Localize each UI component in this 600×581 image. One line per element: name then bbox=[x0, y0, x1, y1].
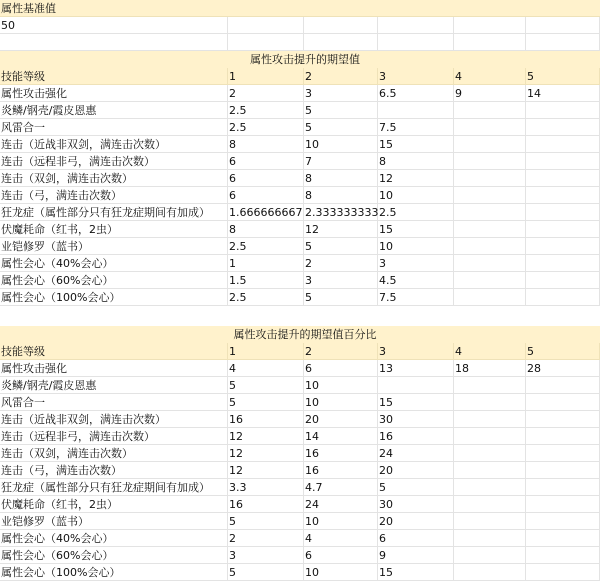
empty-cell[interactable] bbox=[454, 34, 526, 51]
value-cell[interactable]: 15 bbox=[378, 564, 454, 581]
value-cell[interactable]: 4 bbox=[304, 530, 378, 547]
header-cell[interactable]: 2 bbox=[304, 68, 378, 85]
value-cell[interactable] bbox=[454, 204, 526, 221]
value-cell[interactable] bbox=[454, 445, 526, 462]
value-cell[interactable]: 12 bbox=[378, 170, 454, 187]
row-label-cell[interactable]: 属性会心（100%会心） bbox=[0, 564, 228, 581]
value-cell[interactable] bbox=[526, 445, 600, 462]
row-label-cell[interactable]: 炎鳞/钢壳/霞皮恩惠 bbox=[0, 102, 228, 119]
empty-cell[interactable] bbox=[378, 17, 454, 34]
value-cell[interactable]: 6 bbox=[304, 360, 378, 377]
value-cell[interactable]: 3.3 bbox=[228, 479, 304, 496]
table-row bbox=[0, 255, 600, 272]
value-cell[interactable]: 7.5 bbox=[378, 119, 454, 136]
value-cell[interactable]: 8 bbox=[228, 136, 304, 153]
value-cell[interactable]: 10 bbox=[378, 187, 454, 204]
value-cell[interactable]: 7 bbox=[304, 153, 378, 170]
value-cell[interactable]: 2 bbox=[304, 255, 378, 272]
value-cell[interactable]: 4.5 bbox=[378, 272, 454, 289]
value-cell[interactable] bbox=[378, 102, 454, 119]
value-cell[interactable]: 8 bbox=[304, 187, 378, 204]
table-row bbox=[0, 394, 600, 411]
empty-cell[interactable] bbox=[0, 34, 228, 51]
value-cell[interactable]: 16 bbox=[228, 496, 304, 513]
value-cell[interactable]: 12 bbox=[228, 428, 304, 445]
row-label-cell[interactable]: 风雷合一 bbox=[0, 394, 228, 411]
value-cell[interactable]: 24 bbox=[304, 496, 378, 513]
table-row bbox=[0, 153, 600, 170]
value-cell[interactable]: 10 bbox=[304, 377, 378, 394]
value-cell[interactable]: 2.5 bbox=[228, 289, 304, 306]
value-cell[interactable] bbox=[526, 153, 600, 170]
table-row bbox=[0, 530, 600, 547]
empty-cell[interactable] bbox=[228, 17, 304, 34]
section1-table bbox=[0, 68, 600, 306]
table-row bbox=[0, 187, 600, 204]
row-label-cell[interactable]: 伏魔耗命（红书，2虫） bbox=[0, 496, 228, 513]
value-cell[interactable]: 1.5 bbox=[228, 272, 304, 289]
value-cell[interactable] bbox=[526, 204, 600, 221]
value-cell[interactable]: 16 bbox=[304, 462, 378, 479]
value-cell[interactable]: 24 bbox=[378, 445, 454, 462]
row-label-cell[interactable]: 属性会心（60%会心） bbox=[0, 272, 228, 289]
table-row bbox=[0, 119, 600, 136]
value-cell[interactable]: 10 bbox=[378, 238, 454, 255]
value-cell[interactable] bbox=[526, 289, 600, 306]
value-cell[interactable]: 2.333333333 bbox=[305, 206, 379, 219]
row-label-cell[interactable]: 连击（弓，满连击次数） bbox=[0, 462, 228, 479]
value-cell[interactable] bbox=[454, 221, 526, 238]
value-cell[interactable]: 18 bbox=[454, 360, 526, 377]
value-cell[interactable]: 15 bbox=[378, 394, 454, 411]
value-cell[interactable]: 16 bbox=[304, 445, 378, 462]
value-cell[interactable] bbox=[526, 547, 600, 564]
value-cell[interactable]: 5 bbox=[304, 119, 378, 136]
value-cell[interactable] bbox=[454, 411, 526, 428]
value-cell[interactable] bbox=[526, 170, 600, 187]
value-cell[interactable]: 8 bbox=[304, 170, 378, 187]
value-cell[interactable] bbox=[454, 547, 526, 564]
value-cell[interactable]: 5 bbox=[228, 564, 304, 581]
table-row bbox=[0, 272, 600, 289]
value-cell[interactable]: 2 bbox=[228, 530, 304, 547]
value-cell[interactable] bbox=[526, 238, 600, 255]
table-row bbox=[0, 204, 600, 221]
row-label-cell[interactable]: 炎鳞/钢壳/霞皮恩惠 bbox=[0, 377, 228, 394]
value-cell[interactable] bbox=[526, 255, 600, 272]
value-cell[interactable]: 14 bbox=[526, 85, 600, 102]
value-cell[interactable]: 12 bbox=[228, 462, 304, 479]
table-row bbox=[0, 513, 600, 530]
value-cell[interactable] bbox=[454, 530, 526, 547]
empty-cell[interactable] bbox=[526, 34, 600, 51]
table-row bbox=[0, 445, 600, 462]
value-cell[interactable]: 10 bbox=[304, 394, 378, 411]
value-cell[interactable] bbox=[454, 272, 526, 289]
value-cell[interactable] bbox=[378, 377, 454, 394]
value-cell[interactable]: 5 bbox=[304, 289, 378, 306]
value-cell[interactable]: 6 bbox=[378, 530, 454, 547]
header-cell[interactable]: 3 bbox=[378, 68, 454, 85]
value-cell[interactable] bbox=[454, 153, 526, 170]
table-row bbox=[0, 221, 600, 238]
value-cell[interactable]: 1 bbox=[228, 255, 304, 272]
row-label-cell[interactable]: 属性会心（40%会心） bbox=[0, 530, 228, 547]
row-label-cell[interactable]: 伏魔耗命（红书，2虫） bbox=[0, 221, 228, 238]
base-value-cell[interactable]: 50 bbox=[0, 17, 228, 34]
table-row bbox=[0, 289, 600, 306]
value-cell[interactable]: 10 bbox=[304, 513, 378, 530]
value-cell[interactable]: 9 bbox=[454, 85, 526, 102]
value-cell[interactable] bbox=[526, 272, 600, 289]
row-label-cell[interactable]: 连击（远程非弓，满连击次数） bbox=[0, 153, 228, 170]
table-row bbox=[0, 428, 600, 445]
value-cell[interactable]: 3 bbox=[304, 85, 378, 102]
value-cell[interactable]: 6 bbox=[228, 170, 304, 187]
row-label-cell[interactable]: 属性攻击强化 bbox=[0, 85, 228, 102]
value-cell[interactable] bbox=[454, 289, 526, 306]
row-label-cell[interactable]: 属性会心（60%会心） bbox=[0, 547, 228, 564]
row-label-cell[interactable]: 连击（近战非双剑，满连击次数） bbox=[0, 136, 228, 153]
value-cell[interactable] bbox=[526, 187, 600, 204]
header-cell[interactable]: 3 bbox=[378, 343, 454, 360]
header-cell[interactable]: 5 bbox=[526, 68, 600, 85]
row-label-cell[interactable]: 连击（双剑，满连击次数） bbox=[0, 170, 228, 187]
base-label-cell[interactable]: 属性基准值 bbox=[0, 0, 600, 17]
value-cell[interactable] bbox=[454, 428, 526, 445]
value-cell[interactable]: 2 bbox=[228, 85, 304, 102]
empty-cell[interactable] bbox=[304, 17, 378, 34]
header-cell[interactable]: 2 bbox=[304, 343, 378, 360]
header-cell[interactable]: 1 bbox=[228, 68, 304, 85]
value-cell[interactable] bbox=[526, 564, 600, 581]
value-cell[interactable] bbox=[454, 564, 526, 581]
value-cell[interactable]: 20 bbox=[378, 462, 454, 479]
value-cell[interactable]: 12 bbox=[228, 445, 304, 462]
value-cell[interactable] bbox=[454, 479, 526, 496]
value-cell[interactable]: 7.5 bbox=[378, 289, 454, 306]
value-cell[interactable]: 15 bbox=[378, 136, 454, 153]
row-label-cell[interactable]: 连击（近战非双剑，满连击次数） bbox=[0, 411, 228, 428]
value-cell[interactable] bbox=[526, 119, 600, 136]
empty-cell[interactable] bbox=[526, 17, 600, 34]
row-label-cell[interactable]: 属性会心（40%会心） bbox=[0, 255, 228, 272]
table-row bbox=[0, 377, 600, 394]
value-cell[interactable]: 20 bbox=[378, 513, 454, 530]
value-cell[interactable]: 2.5 bbox=[378, 204, 454, 221]
value-cell[interactable] bbox=[454, 170, 526, 187]
value-cell[interactable]: 1.666666667 bbox=[229, 206, 303, 219]
table-row bbox=[0, 411, 600, 428]
table-row bbox=[0, 85, 600, 102]
empty-cell[interactable] bbox=[228, 34, 304, 51]
empty-cell[interactable] bbox=[378, 34, 454, 51]
value-cell[interactable] bbox=[526, 462, 600, 479]
value-cell[interactable] bbox=[526, 496, 600, 513]
row-label-cell[interactable]: 业铠修罗（蓝书） bbox=[0, 513, 228, 530]
section1-title[interactable]: 属性攻击提升的期望值 bbox=[250, 53, 360, 66]
value-cell[interactable] bbox=[526, 411, 600, 428]
section2-title-row bbox=[0, 326, 600, 343]
row-label-cell[interactable]: 业铠修罗（蓝书） bbox=[0, 238, 228, 255]
value-cell[interactable]: 9 bbox=[378, 547, 454, 564]
value-cell[interactable] bbox=[454, 102, 526, 119]
row-label-cell[interactable]: 狂龙症（属性部分只有狂龙症期间有加成） bbox=[0, 204, 228, 221]
value-cell[interactable]: 4.7 bbox=[304, 479, 378, 496]
value-cell[interactable]: 30 bbox=[378, 411, 454, 428]
header-cell[interactable]: 技能等级 bbox=[0, 343, 228, 360]
value-cell[interactable]: 13 bbox=[378, 360, 454, 377]
value-cell[interactable]: 6 bbox=[228, 153, 304, 170]
header-cell[interactable]: 5 bbox=[526, 343, 600, 360]
empty-cell[interactable] bbox=[304, 34, 378, 51]
value-cell[interactable] bbox=[526, 428, 600, 445]
table-row bbox=[0, 170, 600, 187]
value-cell[interactable]: 28 bbox=[526, 360, 600, 377]
row-label-cell[interactable]: 连击（双剑，满连击次数） bbox=[0, 445, 228, 462]
empty-cell[interactable] bbox=[454, 17, 526, 34]
value-cell[interactable]: 12 bbox=[304, 221, 378, 238]
section2-table bbox=[0, 343, 600, 581]
blank-row bbox=[0, 306, 600, 326]
value-cell[interactable] bbox=[454, 136, 526, 153]
value-cell[interactable]: 3 bbox=[378, 255, 454, 272]
section2-title[interactable]: 属性攻击提升的期望值百分比 bbox=[233, 328, 377, 341]
value-cell[interactable]: 10 bbox=[304, 564, 378, 581]
value-cell[interactable]: 2.5 bbox=[228, 238, 304, 255]
value-cell[interactable]: 16 bbox=[228, 411, 304, 428]
table-row bbox=[0, 547, 600, 564]
table-row bbox=[0, 462, 600, 479]
value-cell[interactable] bbox=[454, 496, 526, 513]
value-cell[interactable]: 5 bbox=[378, 479, 454, 496]
table-row bbox=[0, 102, 600, 119]
value-cell[interactable]: 14 bbox=[304, 428, 378, 445]
value-cell[interactable] bbox=[526, 513, 600, 530]
value-cell[interactable]: 2.5 bbox=[228, 102, 304, 119]
value-cell[interactable]: 6 bbox=[228, 187, 304, 204]
value-cell[interactable] bbox=[526, 377, 600, 394]
value-cell[interactable]: 10 bbox=[304, 136, 378, 153]
value-cell[interactable] bbox=[454, 462, 526, 479]
value-cell[interactable] bbox=[454, 187, 526, 204]
section1-title-row bbox=[0, 51, 600, 68]
header-cell[interactable]: 技能等级 bbox=[0, 68, 228, 85]
table-header-row bbox=[0, 68, 600, 85]
value-cell[interactable]: 8 bbox=[228, 221, 304, 238]
value-cell[interactable]: 6 bbox=[304, 547, 378, 564]
value-cell[interactable]: 4 bbox=[228, 360, 304, 377]
row-label-cell[interactable]: 属性攻击强化 bbox=[0, 360, 228, 377]
base-label-row bbox=[0, 0, 600, 17]
value-cell[interactable]: 5 bbox=[228, 513, 304, 530]
value-cell[interactable] bbox=[526, 102, 600, 119]
table-row bbox=[0, 564, 600, 581]
header-cell[interactable]: 4 bbox=[454, 68, 526, 85]
base-value-row bbox=[0, 17, 600, 34]
value-cell[interactable]: 3 bbox=[304, 272, 378, 289]
value-cell[interactable]: 2.5 bbox=[228, 119, 304, 136]
value-cell[interactable] bbox=[526, 394, 600, 411]
value-cell[interactable] bbox=[526, 136, 600, 153]
value-cell[interactable] bbox=[454, 238, 526, 255]
value-cell[interactable]: 8 bbox=[378, 153, 454, 170]
value-cell[interactable] bbox=[454, 119, 526, 136]
value-cell[interactable] bbox=[526, 530, 600, 547]
value-cell[interactable]: 5 bbox=[304, 102, 378, 119]
table-row bbox=[0, 238, 600, 255]
header-cell[interactable]: 1 bbox=[228, 343, 304, 360]
value-cell[interactable]: 5 bbox=[228, 394, 304, 411]
value-cell[interactable]: 20 bbox=[304, 411, 378, 428]
row-label-cell[interactable]: 属性会心（100%会心） bbox=[0, 289, 228, 306]
value-cell[interactable]: 3 bbox=[228, 547, 304, 564]
value-cell[interactable] bbox=[454, 513, 526, 530]
table-row bbox=[0, 136, 600, 153]
value-cell[interactable] bbox=[454, 394, 526, 411]
value-cell[interactable]: 6.5 bbox=[378, 85, 454, 102]
table-row bbox=[0, 479, 600, 496]
row-label-cell[interactable]: 狂龙症（属性部分只有狂龙症期间有加成） bbox=[0, 479, 228, 496]
value-cell[interactable]: 5 bbox=[304, 238, 378, 255]
row-label-cell[interactable]: 连击（远程非弓，满连击次数） bbox=[0, 428, 228, 445]
table-header-row bbox=[0, 343, 600, 360]
header-cell[interactable]: 4 bbox=[454, 343, 526, 360]
value-cell[interactable]: 30 bbox=[378, 496, 454, 513]
value-cell[interactable] bbox=[526, 221, 600, 238]
row-label-cell[interactable]: 风雷合一 bbox=[0, 119, 228, 136]
value-cell[interactable] bbox=[454, 377, 526, 394]
blank-row bbox=[0, 34, 600, 51]
value-cell[interactable]: 5 bbox=[228, 377, 304, 394]
value-cell[interactable] bbox=[526, 479, 600, 496]
value-cell[interactable] bbox=[454, 255, 526, 272]
value-cell[interactable]: 16 bbox=[378, 428, 454, 445]
table-row bbox=[0, 360, 600, 377]
value-cell[interactable]: 15 bbox=[378, 221, 454, 238]
table-row bbox=[0, 496, 600, 513]
row-label-cell[interactable]: 连击（弓，满连击次数） bbox=[0, 187, 228, 204]
